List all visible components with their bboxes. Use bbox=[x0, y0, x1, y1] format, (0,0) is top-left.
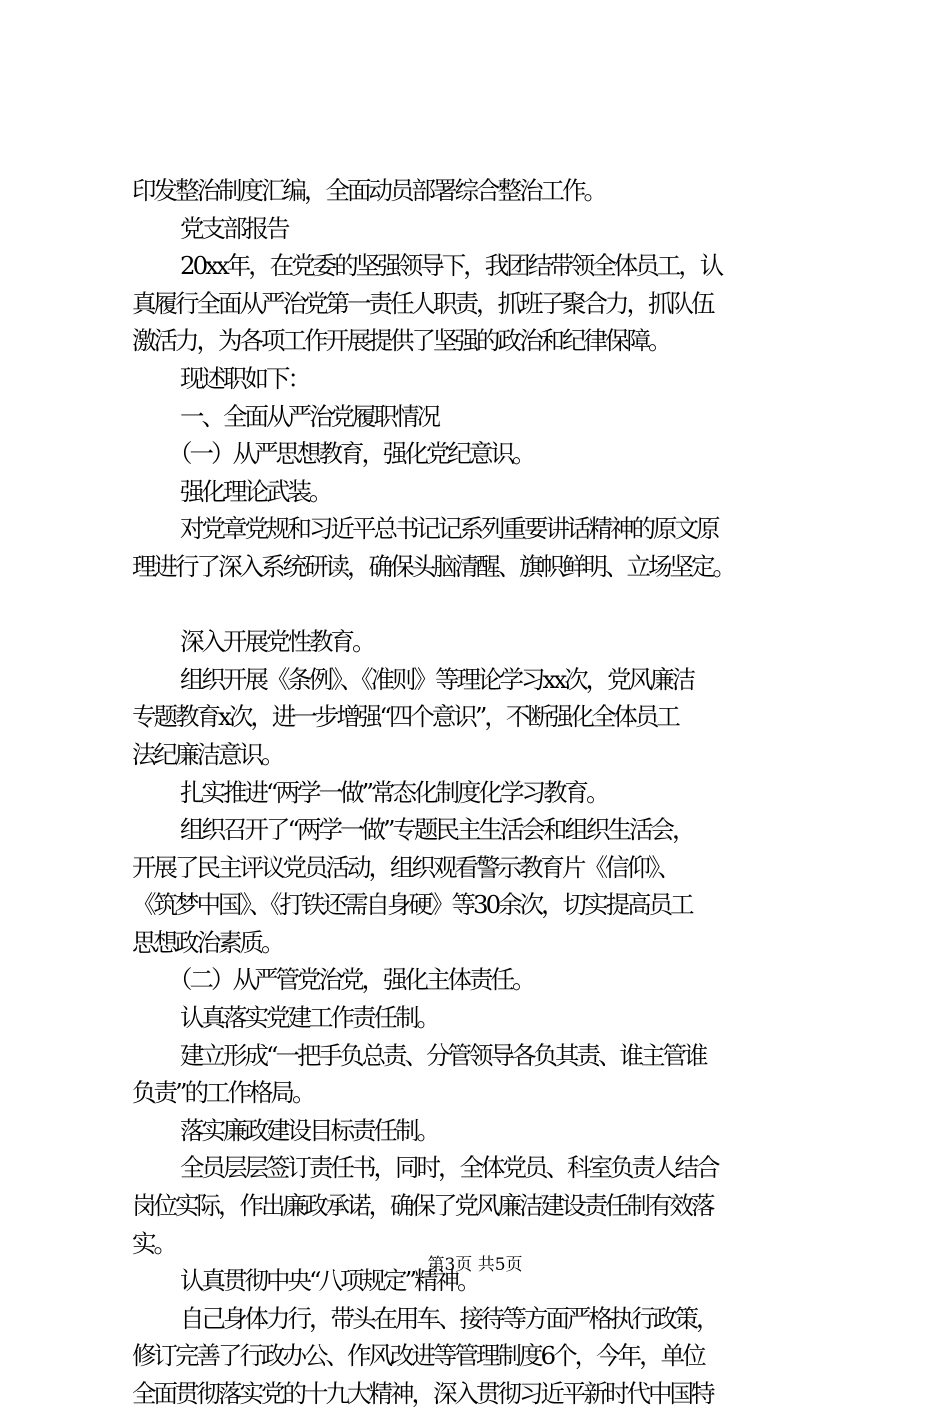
paragraph-line: 自己身体力行，带头在用车、接待等方面严格执行政策， bbox=[180, 1303, 718, 1333]
paragraph-line: 20xx年，在党委的坚强领导下，我团结带领全体员工，认 bbox=[180, 251, 722, 281]
text-line: 印发整治制度汇编，全面动员部署综合整治工作。 bbox=[132, 176, 605, 205]
paragraph-line: 组织召开了“两学一做”专题民主生活会和组织生活会， bbox=[180, 815, 694, 845]
item-heading: 落实廉政建设目标责任制。 bbox=[180, 1115, 438, 1145]
paragraph-line: 修订完善了行政办公、作风改进等管理制度6个，今年，单位 bbox=[132, 1341, 704, 1371]
page-number-footer: 第3页 共5页 bbox=[427, 1255, 523, 1275]
paragraph-line: 实。 bbox=[132, 1228, 175, 1258]
section-heading: 党支部报告 bbox=[180, 213, 288, 243]
paragraph-line: 现述职如下： bbox=[180, 363, 309, 393]
item-heading: 认真落实党建工作责任制。 bbox=[180, 1003, 438, 1033]
document-body bbox=[0, 172, 950, 1413]
subsection-heading: （一）从严思想教育，强化党纪意识。 bbox=[168, 439, 534, 469]
paragraph-line: 思想政治素质。 bbox=[132, 927, 283, 957]
blank-line bbox=[0, 586, 950, 624]
item-heading: 深入开展党性教育。 bbox=[180, 627, 374, 657]
item-heading: 认真贯彻中央“八项规定”精神。 bbox=[180, 1266, 479, 1296]
paragraph-line: 法纪廉洁意识。 bbox=[132, 739, 283, 769]
paragraph-line: 全面贯彻落实党的十九大精神，深入贯彻习近平新时代中国特 bbox=[132, 1379, 713, 1408]
subsection-heading: （二）从严管党治党，强化主体责任。 bbox=[168, 965, 534, 995]
paragraph-line: 负责”的工作格局。 bbox=[132, 1078, 314, 1108]
item-heading: 强化理论武装。 bbox=[180, 476, 331, 506]
paragraph-line: 开展了民主评议党员活动，组织观看警示教育片《信仰》、 bbox=[132, 852, 679, 882]
section-heading: 一、全面从严治党履职情况 bbox=[180, 401, 438, 431]
paragraph-line: 真履行全面从严治党第一责任人职责，抓班子聚合力，抓队伍 bbox=[132, 288, 713, 318]
paragraph-line: 组织开展《条例》、《准则》等理论学习xx次，党风廉洁 bbox=[180, 664, 694, 694]
paragraph-line: 建立形成“一把手负总责、分管领导各负其责、谁主管谁 bbox=[180, 1040, 706, 1070]
paragraph-line: 理进行了深入系统研读，确保头脑清醒、旗帜鲜明、立场坚定。 bbox=[132, 551, 734, 581]
paragraph-line: 岗位实际，作出廉政承诺，确保了党风廉洁建设责任制有效落 bbox=[132, 1191, 713, 1221]
paragraph-line: 激活力，为各项工作开展提供了坚强的政治和纪律保障。 bbox=[132, 326, 670, 356]
paragraph-line: 对党章党规和习近平总书记记系列重要讲话精神的原文原 bbox=[180, 514, 718, 544]
item-heading: 扎实推进“两学一做”常态化制度化学习教育。 bbox=[180, 777, 608, 807]
paragraph-line: 专题教育x次，进一步增强“四个意识”，不断强化全体员工 bbox=[132, 702, 678, 732]
paragraph-line: 全员层层签订责任书，同时，全体党员、科室负责人结合 bbox=[180, 1153, 718, 1183]
paragraph-line: 《筑梦中国》、《打铁还需自身硬》等30余次，切实提高员工 bbox=[132, 890, 692, 920]
